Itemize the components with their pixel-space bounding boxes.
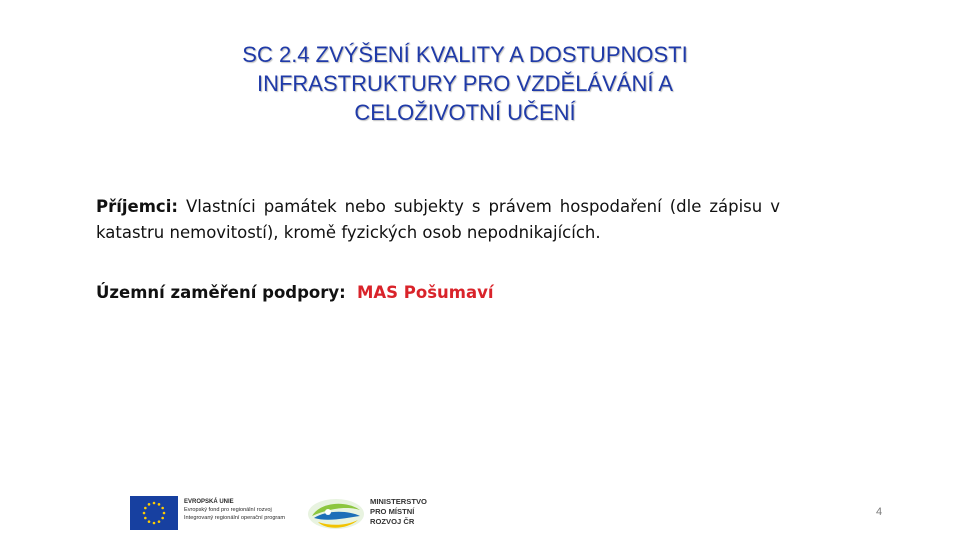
slide-title <box>150 40 780 127</box>
eu-logo-text <box>184 498 304 522</box>
eu-logo-line-3: Integrovaný regionální operační program <box>184 515 286 521</box>
recipients-paragraph <box>96 194 780 246</box>
eu-star-icon <box>148 520 151 523</box>
eu-star-icon <box>144 517 147 520</box>
eu-star-icon <box>158 520 161 523</box>
eu-star-icon <box>161 507 164 510</box>
eu-star-icon <box>153 502 156 505</box>
mmr-line-3: ROZVOJ ČR <box>370 517 415 526</box>
mmr-emblem-icon <box>306 496 366 532</box>
eu-star-icon <box>161 517 164 520</box>
recipients-label: Příjemci: <box>96 197 178 216</box>
mmr-line-1: MINISTERSTVO <box>370 497 427 506</box>
title-line-3: CELOŽIVOTNÍ UČENÍ <box>354 100 576 125</box>
eu-star-icon <box>148 503 151 506</box>
title-line-1: SC 2.4 ZVÝŠENÍ KVALITY A DOSTUPNOSTI <box>242 42 688 67</box>
eu-logo-line-1: EVROPSKÁ UNIE <box>184 499 234 505</box>
territorial-focus <box>96 280 780 306</box>
eu-star-icon <box>153 522 156 525</box>
eu-star-icon <box>144 507 147 510</box>
title-line-2: INFRASTRUKTURY PRO VZDĚLÁVÁNÍ A <box>256 71 674 96</box>
focus-value: MAS Pošumaví <box>356 283 494 302</box>
mmr-logo-text <box>370 497 450 527</box>
recipients-text: Vlastníci památek nebo subjekty s právem hospodaření (dle zápisu v katastru nemovitostí), kromě fyzických osob nepodnikajících. <box>96 197 780 242</box>
eu-logo-line-2: Evropský fond pro regionální rozvoj <box>184 507 272 513</box>
eu-flag-icon <box>130 496 178 530</box>
page-number: 4 <box>876 506 883 518</box>
eu-star-icon <box>143 512 146 515</box>
mmr-line-2: PRO MÍSTNÍ <box>370 507 415 516</box>
eu-star-icon <box>158 503 161 506</box>
eu-star-icon <box>163 512 166 515</box>
focus-label: Územní zaměření podpory: <box>96 283 346 302</box>
